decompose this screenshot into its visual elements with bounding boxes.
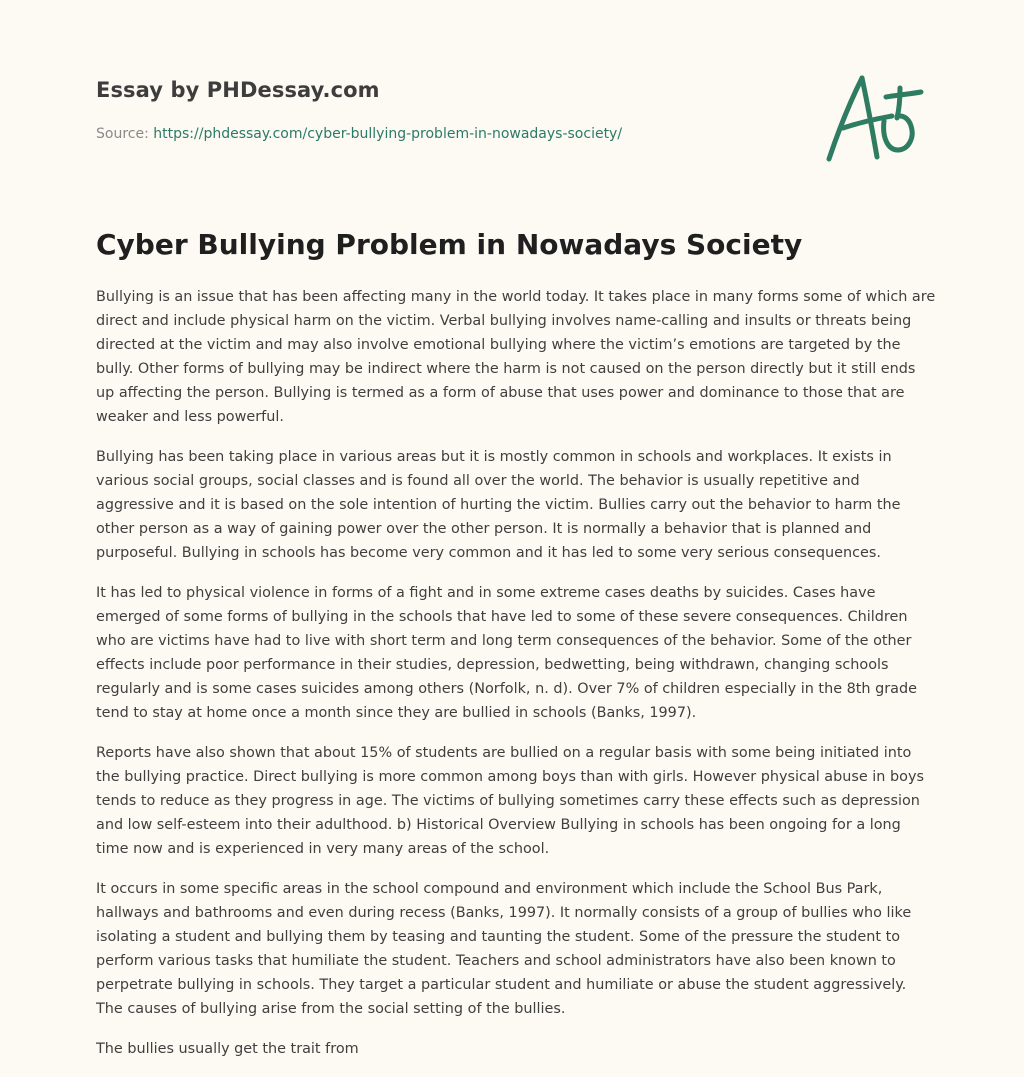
a-plus-grade-icon	[820, 66, 928, 166]
paragraph: It has led to physical violence in forms of a fight and in some extreme cases deaths by suicides. Cases have emerged of some forms of bullying in the schools that have led to some of these severe consequences. Children who are victims have had to live with short term and long term consequences of the behavior. Some of the other effects include poor performance in their studies, depression, bedwetting, being withdrawn, changing schools regularly and is some cases suicides among others (Norfolk, n. d). Over 7% of children especially in the 8th grade tend to stay at home once a month since they are bullied in schools (Banks, 1997).	[96, 585, 917, 721]
page-header	[96, 76, 796, 144]
source-label: Source:	[96, 126, 154, 142]
source-link[interactable]: https://phdessay.com/cyber-bullying-problem-in-nowadays-society/	[153, 126, 623, 142]
source-line	[96, 124, 796, 144]
paragraph: Reports have also shown that about 15% of students are bullied on a regular basis with some being initiated into the bullying practice. Direct bullying is more common among boys than with girls. However physical abuse in boys tends to reduce as they progress in age. The victims of bullying sometimes carry these effects such as depression and low self-esteem into their adulthood. b) Historical Overview Bullying in schools has been ongoing for a long time now and is experienced in very many areas of the school.	[96, 745, 924, 857]
article-body	[96, 285, 936, 1077]
paragraph: It occurs in some specific areas in the school compound and environment which include the School Bus Park, hallways and bathrooms and even during recess (Banks, 1997). It normally consists of a group of bullies who like isolating a student and bullying them by teasing and taunting the student. Some of the pressure the student to perform various tasks that humiliate the student. Teachers and school administrators have also been known to perpetrate bullying in schools. They target a particular student and humiliate or abuse the student aggressively. The causes of bullying arise from the social setting of the bullies.	[96, 881, 912, 1017]
site-brand: Essay by PHDessay.com	[96, 78, 380, 102]
paragraph: Bullying has been taking place in various areas but it is mostly common in schools and workplaces. It exists in various social groups, social classes and is found all over the world. The behavior is usually repetitive and aggressive and it is based on the sole intention of hurting the victim. Bullies carry out the behavior to harm the other person as a way of gaining power over the other person. It is normally a behavior that is planned and purposeful. Bullying in schools has become very common and it has led to some very serious consequences.	[96, 449, 901, 561]
page-title: Cyber Bullying Problem in Nowadays Society	[96, 228, 803, 261]
paragraph: Bullying is an issue that has been affecting many in the world today. It takes place in many forms some of which are direct and include physical harm on the victim. Verbal bullying involves name-calling and insults or threats being directed at the victim and may also involve emotional bullying where the victim’s emotions are targeted by the bully. Other forms of bullying may be indirect where the harm is not caused on the person directly but it still ends up affecting the person. Bullying is termed as a form of abuse that uses power and dominance to those that are weaker and less powerful.	[96, 289, 936, 425]
paragraph: The bullies usually get the trait from	[96, 1041, 359, 1057]
